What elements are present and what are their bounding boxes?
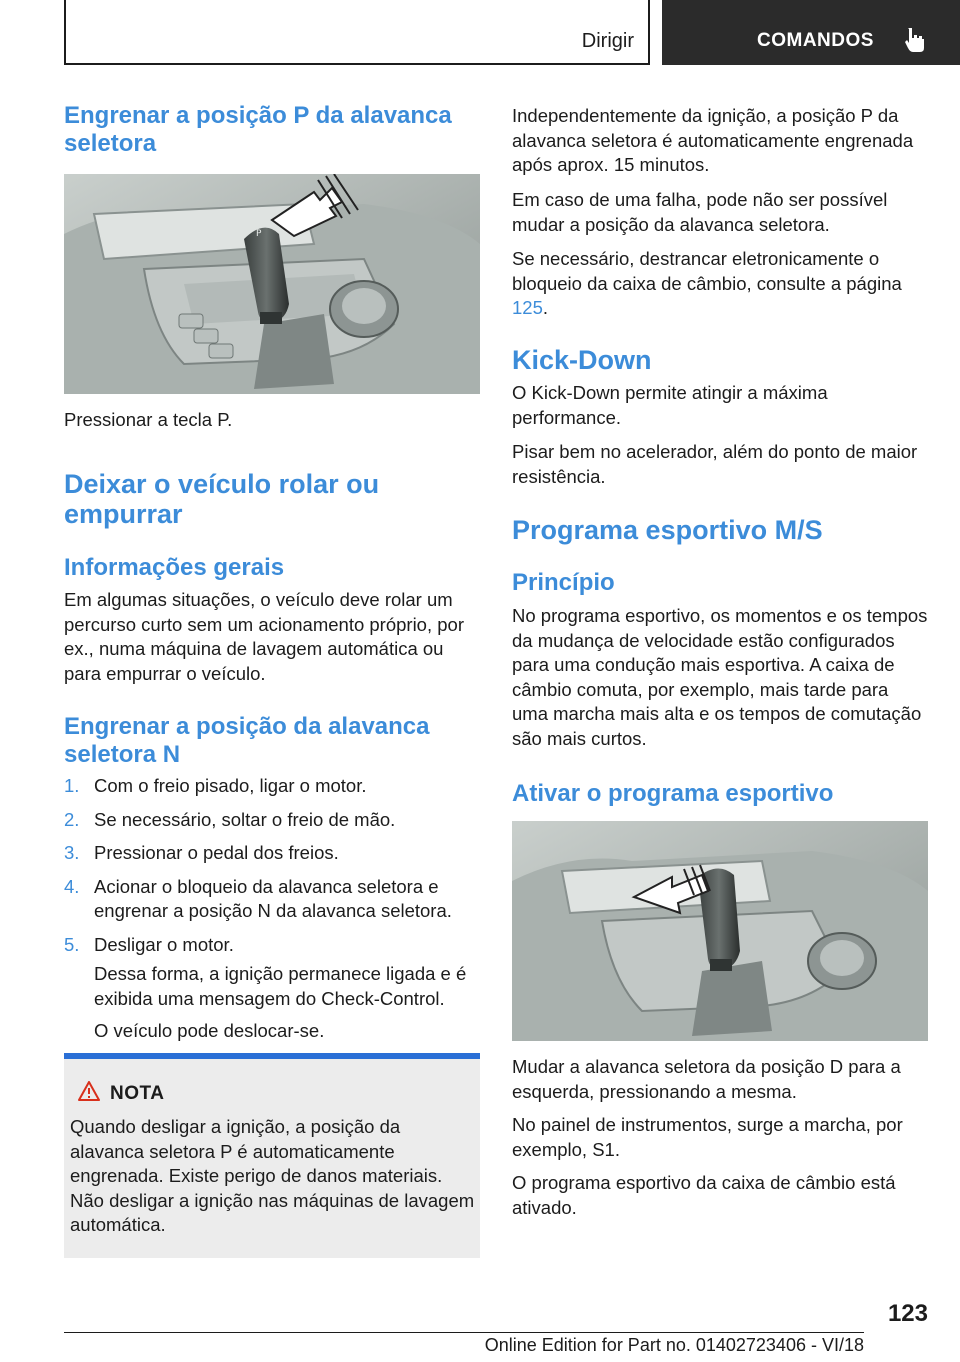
- paragraph-kick-2: Pisar bem no acelerador, além do ponto de maior resistência.: [512, 441, 918, 487]
- note-box: [64, 1053, 480, 1258]
- paragraph-unlock: Se necessário, destrancar eletronicamente o bloqueio da caixa de câmbio, consulte a página 125.: [512, 248, 902, 318]
- step5-detail-2: O veículo pode deslocar-se.: [94, 1020, 325, 1041]
- heading-general-info: Informações gerais: [64, 554, 285, 581]
- gear-selector-photo-sport: [512, 821, 928, 1041]
- header-section-title: Dirigir: [581, 30, 634, 52]
- caption-sport-active: O programa esportivo da caixa de câmbio está ativado.: [512, 1172, 896, 1218]
- paragraph-auto-p: Independentemente da ignição, a posição P da alavanca seletora é automaticamente engrenada após aprox. 15 minutos.: [512, 105, 914, 175]
- svg-text:P: P: [256, 229, 262, 239]
- warning-icon: [78, 1081, 100, 1101]
- heading-sport-program: Programa esportivo M/S: [512, 515, 823, 545]
- paragraph-principle: No programa esportivo, os momentos e os tempos da mudança de velocidade estão configurados para uma condução mais esportiva. A caixa de câmbio comuta, por exemplo, mais tarde para uma marcha mais alta e os tempos de comutação são mais curtos.: [512, 605, 928, 749]
- chapter-label: COMANDOS: [757, 30, 874, 51]
- note-text: Quando desligar a ignição, a posição da alavanca seletora P é automaticamente engrenada. Existe perigo de danos materiais. Não desligar a ignição nas máquinas de lavagem automática.: [70, 1116, 475, 1235]
- paragraph-kick-1: O Kick-Down permite atingir a máxima performance.: [512, 382, 828, 428]
- paragraph-general-info: Em algumas situações, o veículo deve rolar um percurso curto sem um acionamento próprio, por ex., numa máquina de lavagem automática ou para empurrar o veículo.: [64, 589, 464, 684]
- list-item: 1. Com o freio pisado, ligar o motor.: [64, 775, 367, 796]
- footer-edition: Online Edition for Part no. 01402723406 - VI/18: [484, 1335, 864, 1355]
- caption-instrument-panel: No painel de instrumentos, surge a marcha, por exemplo, S1.: [512, 1114, 903, 1160]
- hand-pointing-icon: [902, 26, 928, 54]
- header-chapter-tab: [662, 0, 960, 65]
- footer-rule: [64, 1332, 864, 1333]
- step5-detail: Dessa forma, a ignição permanece ligada e é exibida uma mensagem do Check-Control.: [94, 963, 467, 1009]
- gear-selector-photo-p: [64, 174, 480, 394]
- caption-move-left: Mudar a alavanca seletora da posição D para a esquerda, pressionando a mesma.: [512, 1056, 901, 1102]
- paragraph-failure: Em caso de uma falha, pode não ser possível mudar a posição da alavanca seletora.: [512, 189, 888, 235]
- header-frame-right: [648, 0, 650, 65]
- heading-engage-p: Engrenar a posição P da alavanca seletora: [64, 102, 452, 157]
- caption-press-p: Pressionar a tecla P.: [64, 409, 233, 430]
- heading-activate-sport: Ativar o programa esportivo: [512, 780, 834, 807]
- header-rule: [64, 63, 650, 65]
- header-frame-left: [64, 0, 66, 65]
- heading-engage-n: Engrenar a posição da alavanca seletora N: [64, 713, 430, 768]
- heading-kick-down: Kick-Down: [512, 345, 652, 375]
- list-item: 3. Pressionar o pedal dos freios.: [64, 842, 339, 863]
- page-number: 123: [887, 1300, 928, 1327]
- list-item: 5. Desligar o motor.: [64, 933, 234, 955]
- note-title: NOTA: [110, 1083, 165, 1104]
- page-reference-link[interactable]: 125: [512, 297, 543, 318]
- list-item: 4. Acionar o bloqueio da alavanca seletora e engrenar a posição N da alavanca seletora.: [64, 875, 452, 921]
- heading-roll-push: Deixar o veículo rolar ou empurrar: [64, 469, 380, 529]
- list-item: 2. Se necessário, soltar o freio de mão.: [64, 808, 396, 830]
- steps-list: [64, 774, 480, 966]
- heading-principle: Princípio: [512, 569, 615, 596]
